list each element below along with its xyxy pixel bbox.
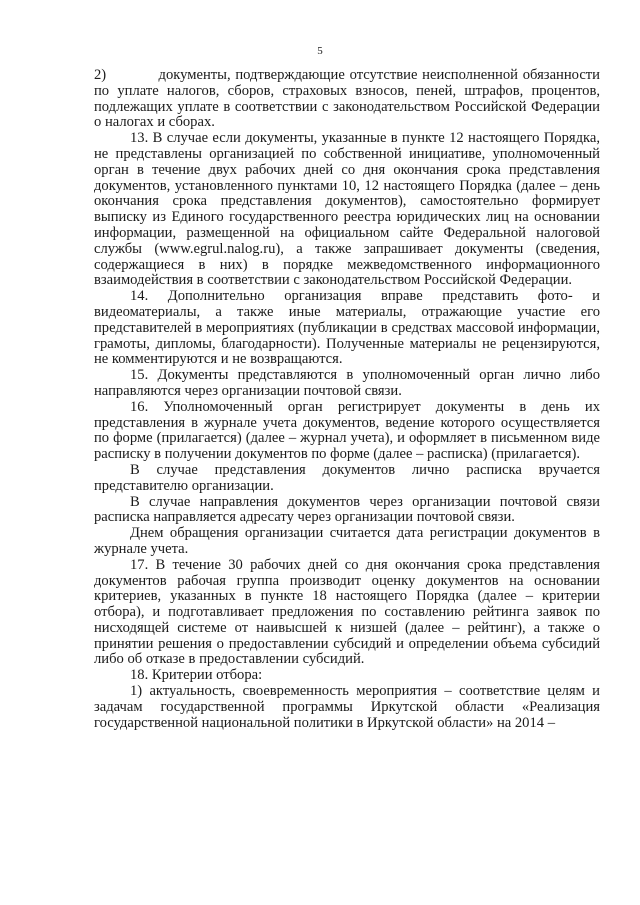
document-body (94, 68, 600, 731)
paragraph-item-2-documents: 2) документы, подтверждающие отсутствие неисполненной обязанности по уплате налогов, сборов, страховых взносов, пеней, штрафов, процентов, подлежащих уплате в соответствии с законодательством Российской Федерации о налогах и сборах. (94, 67, 600, 131)
paragraph-13: 13. В случае если документы, указанные в пункте 12 настоящего Порядка, не представлены организацией по собственной инициативе, уполномоченный орган в течение двух рабочих дней со дня окончания срока представления документов, установленного пунктами 10, 12 настоящего Порядка (далее – день окончания срока представления документов), самостоятельно формирует выписку из Единого государственного реестра юридических лиц на основании информации, размещенной на официальном сайте Федеральной налоговой службы (www.egrul.nalog.ru), а также запрашивает документы (сведения, содержащиеся в них) в порядке межведомственного информационного взаимодействия в соответствии с законодательством Российской Федерации. (94, 130, 600, 289)
paragraph-15: 15. Документы представляются в уполномоченный орган лично либо направляются через организации почтовой связи. (94, 367, 600, 399)
paragraph-16: 16. Уполномоченный орган регистрирует документы в день их представления в журнале учета документов, ведение которого осуществляется по форме (прилагается) (далее – журнал учета), и оформляет в письменном виде расписку в получении документов по форме (далее – расписка) (прилагается). (94, 398, 600, 463)
paragraph-16-personal-receipt: В случае представления документов лично расписка вручается представителю организации. (94, 461, 600, 494)
paragraph-14: 14. Дополнительно организация вправе представить фото- и видеоматериалы, а также иные материалы, отражающие участие его представителей в мероприятиях (публикации в средствах массовой информации, грамоты, дипломы, благодарности). Полученные материалы не рецензируются, не комментируются и не возвращаются. (94, 288, 600, 368)
page-number: 5 (317, 45, 323, 57)
paragraph-16-application-date: Днем обращения организации считается дата регистрации документов в журнале учета. (94, 525, 600, 557)
paragraph-16-postal-receipt: В случае направления документов через организации почтовой связи расписка направляется адресату через организации почтовой связи. (94, 493, 600, 526)
paragraph-18-criterion-1: 1) актуальность, своевременность мероприятия – соответствие целям и задачам государственной программы Иркутской области «Реализация государственной национальной политики в Иркутской области» на 2014 – (94, 683, 600, 731)
paragraph-18-heading: 18. Критерии отбора: (130, 667, 263, 684)
paragraph-17: 17. В течение 30 рабочих дней со дня окончания срока представления документов рабочая группа производит оценку документов на основании критериев, указанных в пункте 18 настоящего Порядка (далее – критерии отбора), и подготавливает предложения по составлению рейтинга заявок по нисходящей системе от наивысшей к низшей (далее – рейтинг), а также о принятии решения о предоставлении субсидий и определении объема субсидий либо об отказе в предоставлении субсидий. (94, 556, 600, 668)
